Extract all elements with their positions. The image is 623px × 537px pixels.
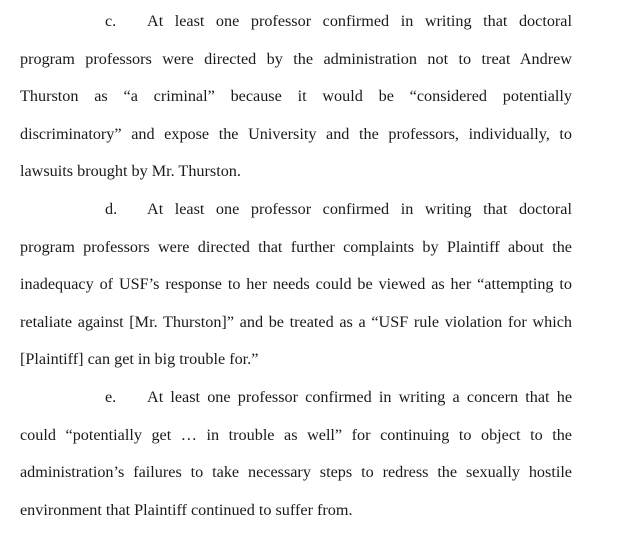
- paragraph-line: inadequacy of USF’s response to her needs could be viewed as her “attempting to: [20, 274, 572, 312]
- paragraph-line: could “potentially get … in trouble as well” for continuing to object to the: [20, 425, 572, 463]
- paragraph-line: discriminatory” and expose the University and the professors, individually, to: [20, 124, 572, 162]
- paragraph-text: At least one professor confirmed in writing that doctoral: [147, 12, 572, 30]
- paragraph-line: [20, 387, 572, 425]
- list-marker: c.: [105, 11, 147, 31]
- paragraph-line: program professors were directed that further complaints by Plaintiff about the: [20, 237, 572, 275]
- list-marker: d.: [105, 199, 147, 219]
- paragraph-line: administration’s failures to take necessary steps to redress the sexually hostile: [20, 462, 572, 500]
- paragraph-text: At least one professor confirmed in writing that doctoral: [147, 200, 572, 218]
- paragraph-line: environment that Plaintiff continued to suffer from.: [20, 500, 572, 537]
- paragraph-text: At least one professor confirmed in writing a concern that he: [147, 388, 572, 406]
- paragraph-line: [20, 11, 572, 49]
- paragraph-line: program professors were directed by the administration not to treat Andrew: [20, 49, 572, 87]
- paragraph-line: [Plaintiff] can get in big trouble for.”: [20, 349, 572, 387]
- paragraph-d: [20, 199, 572, 387]
- paragraph-line: Thurston as “a criminal” because it would be “considered potentially: [20, 86, 572, 124]
- paragraph-e: [20, 387, 572, 537]
- paragraph-c: [20, 11, 572, 199]
- paragraph-line: lawsuits brought by Mr. Thurston.: [20, 161, 572, 199]
- list-marker: e.: [105, 387, 147, 407]
- paragraph-line: [20, 199, 572, 237]
- paragraph-line: retaliate against [Mr. Thurston]” and be treated as a “USF rule violation for which: [20, 312, 572, 350]
